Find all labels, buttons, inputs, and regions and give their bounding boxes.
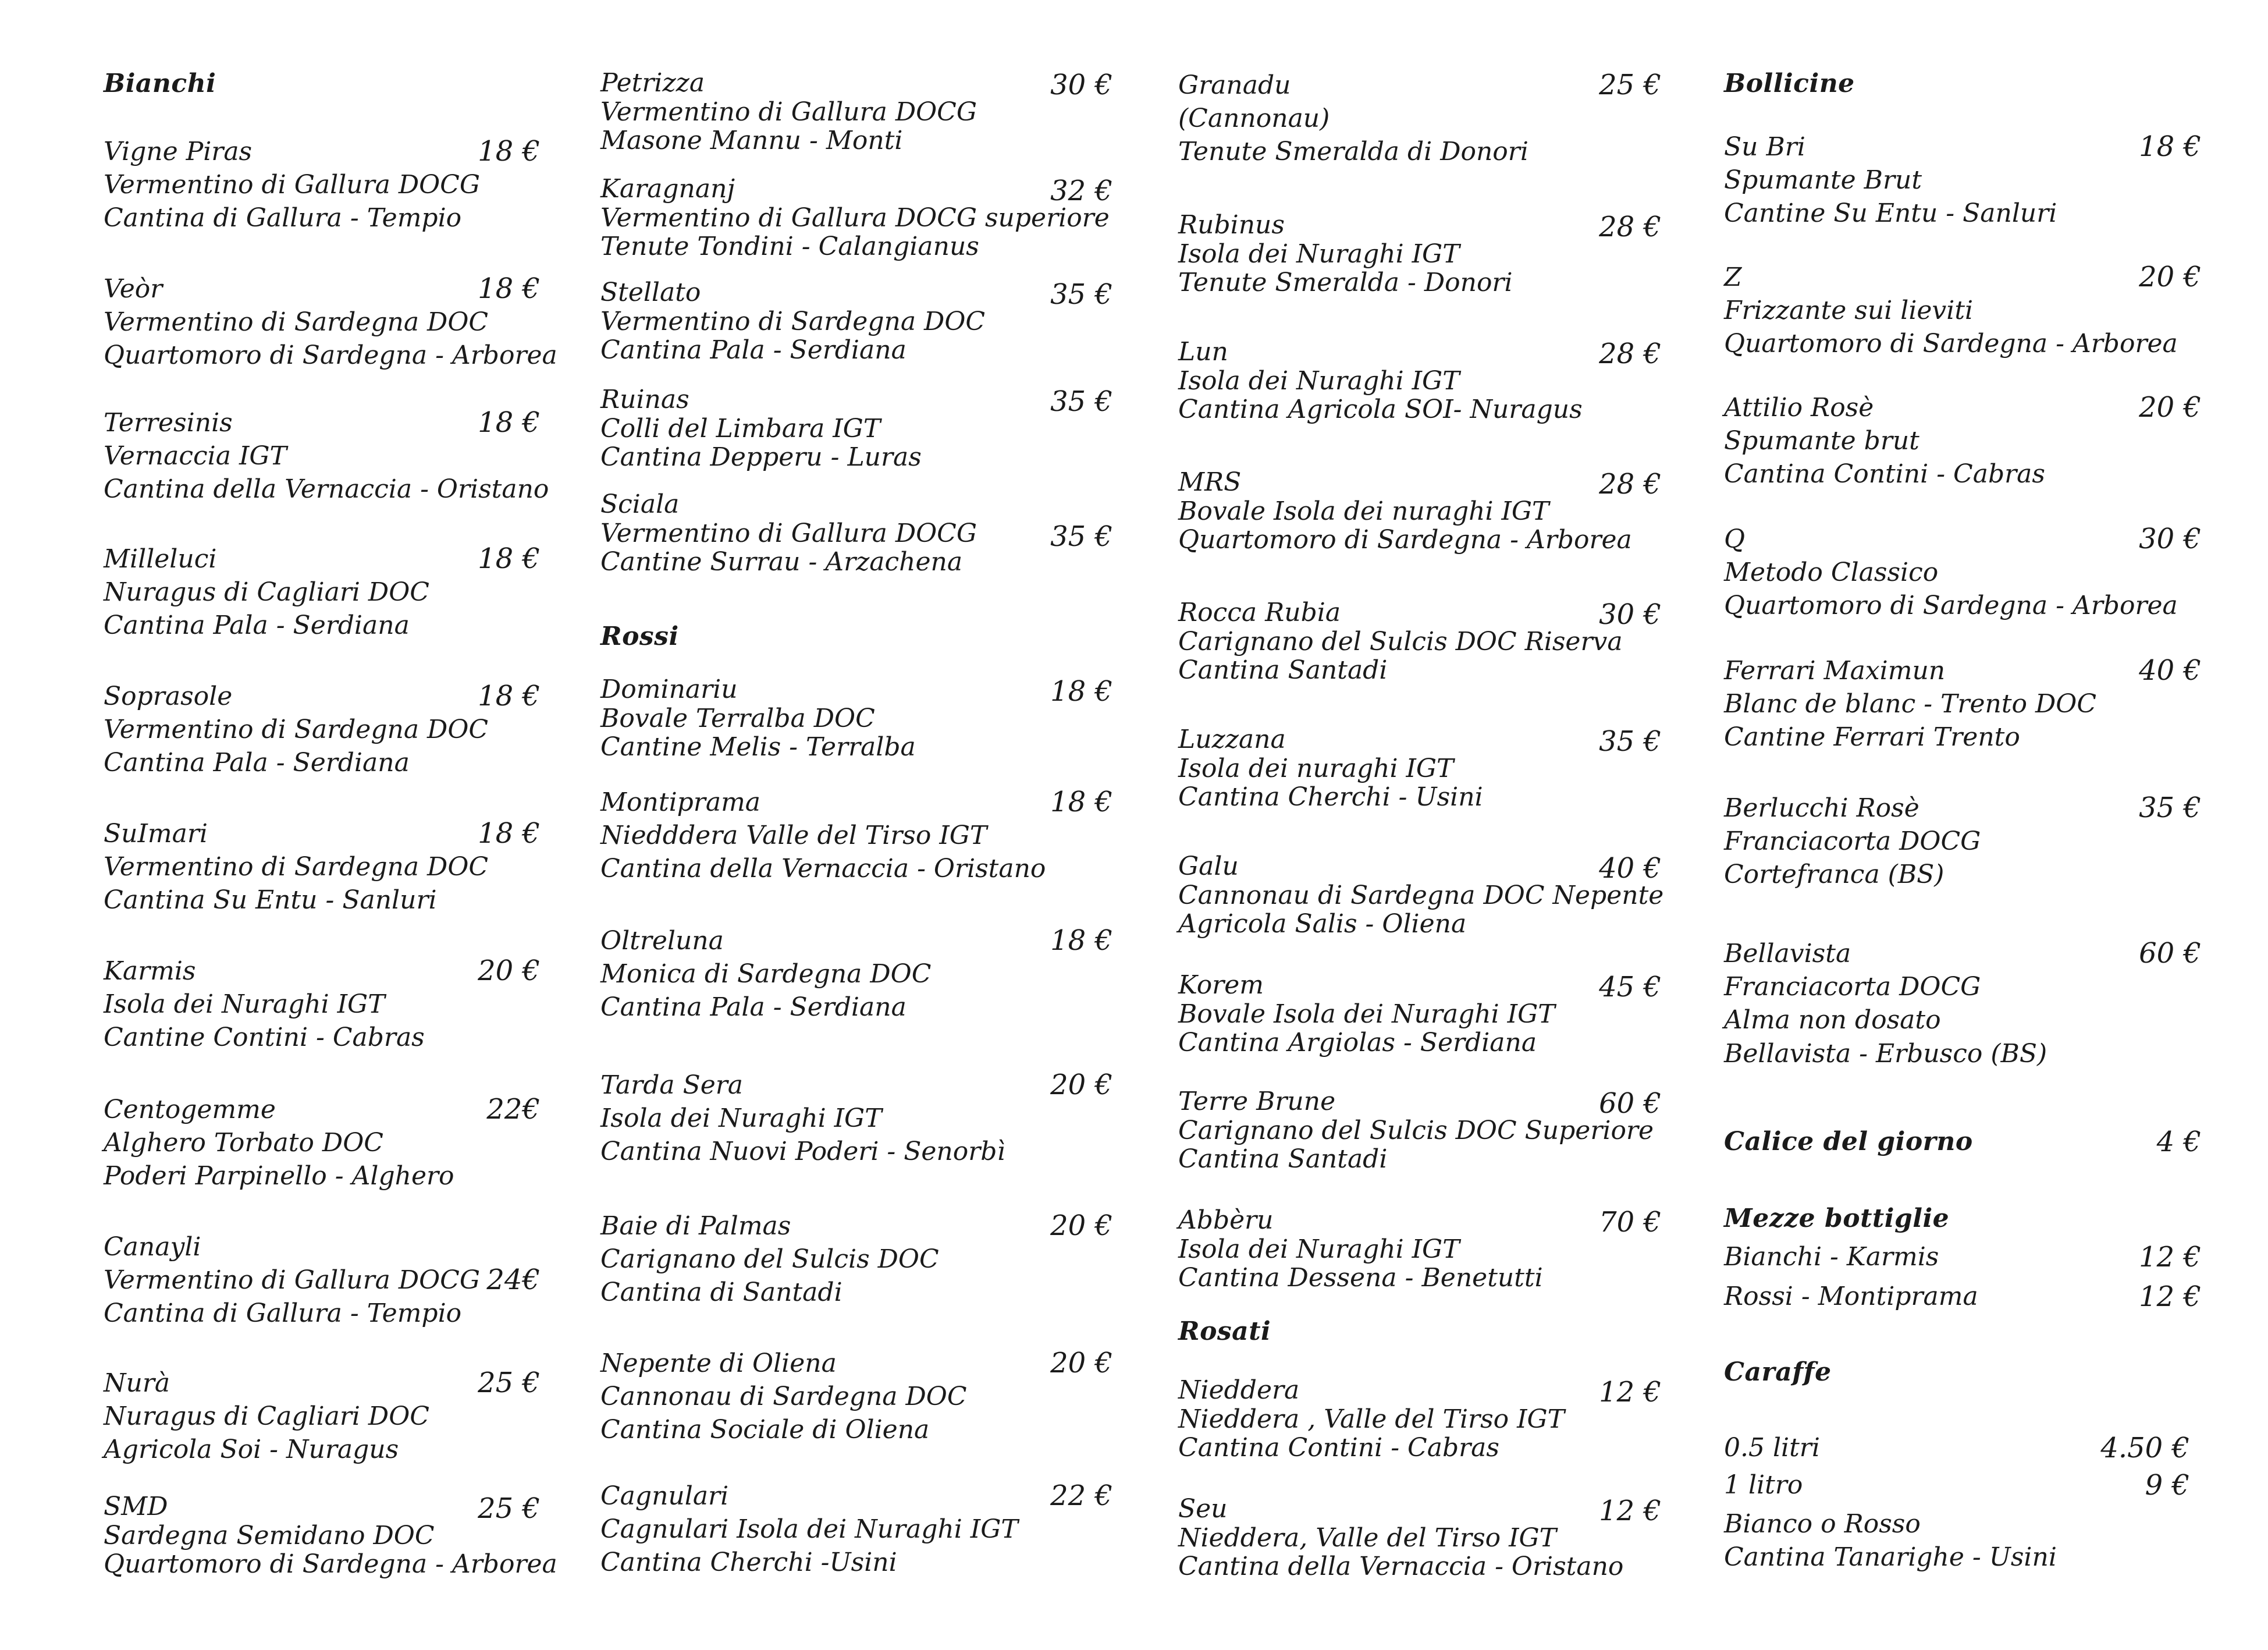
wine-detail: Bovale Isola dei nuraghi IGT — [1178, 496, 1549, 526]
wine-entry — [600, 675, 1112, 762]
wine-entry — [1178, 1376, 1661, 1463]
wine-detail: Franciacorta DOCG — [1724, 972, 1981, 1002]
wine-name: Soprasole — [104, 682, 233, 711]
wine-entry — [1724, 937, 2201, 1070]
wine-detail: Vermentino di Sardegna DOC — [600, 306, 986, 336]
mezze-label: Rossi - Montiprama — [1724, 1282, 1978, 1311]
wine-name: Lun — [1178, 337, 1228, 367]
wine-entry — [1178, 468, 1661, 555]
wine-detail: Vernaccia IGT — [104, 441, 287, 471]
caraffe-row — [1724, 1431, 2189, 1466]
wine-producer: Cantina Santadi — [1178, 655, 1388, 686]
section-heading-mezze-bottiglie: Mezze bottiglie — [1724, 1204, 1950, 1233]
wine-detail: Bovale Isola dei Nuraghi IGT — [1178, 999, 1555, 1029]
wine-producer: Cantina Cherchi -Usini — [600, 1548, 897, 1578]
wine-price: 35 € — [1050, 520, 1112, 553]
wine-detail: (Cannonau) — [1178, 104, 1330, 134]
wine-price: 25 € — [478, 1492, 540, 1525]
wine-name: Vigne Piras — [104, 137, 253, 166]
wine-detail: Isola dei nuraghi IGT — [1178, 753, 1454, 783]
wine-entry — [1178, 725, 1661, 812]
wine-producer: Cantine Melis - Terralba — [600, 732, 916, 762]
wine-entry — [104, 272, 557, 372]
wine-name: Veòr — [104, 274, 163, 304]
wine-entry — [104, 406, 549, 506]
wine-name: Oltreluna — [600, 926, 724, 956]
wine-price: 18 € — [478, 542, 540, 575]
wine-price: 28 € — [1599, 468, 1661, 501]
section-heading-caraffe: Caraffe — [1724, 1357, 1832, 1387]
wine-price: 20 € — [1050, 1069, 1112, 1101]
wine-entry — [600, 490, 1112, 577]
wine-price: 35 € — [1599, 725, 1661, 758]
mezze-label: Bianchi - Karmis — [1724, 1242, 1939, 1272]
caraffe-detail: Bianco o Rosso — [1724, 1509, 1921, 1539]
wine-detail: Nuragus di Cagliari DOC — [104, 577, 429, 608]
section-heading-rossi: Rossi — [600, 622, 679, 651]
wine-name: SMD — [104, 1492, 168, 1521]
wine-detail: Isola dei Nuraghi IGT — [1178, 239, 1460, 269]
wine-name: Attilio Rosè — [1724, 393, 1874, 423]
wine-entry — [104, 1492, 557, 1580]
wine-producer: Cantina Cherchi - Usini — [1178, 782, 1483, 812]
wine-producer: Cantina Pala - Serdiana — [104, 611, 410, 641]
wine-name: Z — [1724, 262, 1742, 292]
wine-entry — [600, 385, 1112, 472]
wine-price: 18 € — [1050, 786, 1112, 818]
wine-entry — [600, 175, 1112, 261]
wine-producer: Cantina della Vernaccia - Oristano — [600, 854, 1046, 884]
wine-producer: Quartomoro di Sardegna - Arborea — [1724, 329, 2178, 359]
wine-producer: Cantina Su Entu - Sanluri — [104, 885, 437, 916]
wine-detail: Vermentino di Sardegna DOC — [104, 307, 489, 338]
wine-name: Seu — [1178, 1494, 1228, 1524]
wine-name: Canayli — [104, 1232, 201, 1262]
wine-price: 18 € — [1050, 924, 1112, 957]
wine-price: 18 € — [2139, 130, 2201, 163]
wine-producer: Cantina Sociale di Oliena — [600, 1415, 930, 1445]
wine-price: 20 € — [2139, 391, 2201, 424]
wine-detail: Vermentino di Sardegna DOC — [104, 715, 489, 745]
caraffe-details — [1724, 1507, 2201, 1574]
wine-entry — [104, 680, 540, 780]
wine-name: Korem — [1178, 970, 1264, 1000]
wine-entry — [1178, 851, 1664, 939]
wine-producer: Cantina della Vernaccia - Oristano — [104, 474, 549, 505]
wine-price: 30 € — [2139, 523, 2201, 555]
wine-producer: Cantina di Santadi — [600, 1278, 842, 1308]
wine-name: Karmis — [104, 956, 196, 986]
wine-entry — [1724, 792, 2201, 892]
wine-entry — [600, 1209, 1112, 1310]
wine-producer: Quartomoro di Sardegna - Arborea — [1724, 591, 2178, 621]
wine-entry — [1178, 971, 1661, 1058]
wine-detail: Isola dei Nuraghi IGT — [1178, 1234, 1460, 1264]
wine-detail: Colli del Limbara IGT — [600, 413, 881, 443]
wine-price: 40 € — [1599, 852, 1661, 885]
wine-producer: Poderi Parpinello - Alghero — [104, 1161, 454, 1191]
wine-name: Cagnulari — [600, 1481, 729, 1511]
wine-producer: Cantina Pala - Serdiana — [104, 748, 410, 778]
wine-price: 25 € — [1599, 69, 1661, 101]
wine-price: 40 € — [2139, 654, 2201, 687]
wine-name: Terre Brune — [1178, 1087, 1336, 1116]
wine-producer: Quartomoro di Sardegna - Arborea — [104, 1549, 557, 1580]
wine-detail: Nieddera, Valle del Tirso IGT — [1178, 1523, 1557, 1553]
mezze-row — [1724, 1279, 2201, 1314]
wine-name: Luzzana — [1178, 725, 1286, 754]
wine-producer: Cantina di Gallura - Tempio — [104, 1298, 462, 1329]
caraffe-label: 0.5 litri — [1724, 1433, 1820, 1463]
wine-producer: Cantina della Vernaccia - Oristano — [1178, 1552, 1624, 1582]
wine-detail: Metodo Classico — [1724, 558, 1939, 588]
wine-price: 20 € — [1050, 1347, 1112, 1379]
wine-price: 45 € — [1599, 971, 1661, 1003]
wine-producer: Quartomoro di Sardegna - Arborea — [104, 340, 557, 371]
wine-price: 35 € — [2139, 792, 2201, 824]
wine-detail: Bovale Terralba DOC — [600, 703, 875, 733]
wine-price: 35 € — [1050, 278, 1112, 311]
wine-name: Rocca Rubia — [1178, 598, 1341, 627]
wine-producer: Cantina Pala - Serdiana — [600, 335, 907, 366]
mezze-price: 12 € — [2139, 1241, 2201, 1273]
wine-price: 18 € — [478, 135, 540, 168]
wine-detail: Isola dei Nuraghi IGT — [1178, 366, 1460, 396]
wine-price: 12 € — [1599, 1376, 1661, 1408]
wine-price: 22€ — [486, 1093, 540, 1126]
caraffe-price: 9 € — [2145, 1469, 2189, 1502]
wine-entry — [600, 1479, 1112, 1580]
wine-producer: Cantine Surrau - Arzachena — [600, 547, 963, 577]
wine-detail: Cagnulari Isola dei Nuraghi IGT — [600, 1514, 1018, 1545]
wine-entry — [104, 817, 540, 917]
wine-price: 28 € — [1599, 338, 1661, 370]
wine-producer: Cantine Ferrari Trento — [1724, 722, 2020, 753]
wine-producer: Cantina Nuovi Poderi - Senorbì — [600, 1137, 1005, 1167]
wine-entry — [1178, 338, 1661, 424]
wine-price: 18 € — [478, 406, 540, 439]
mezze-price: 12 € — [2139, 1280, 2201, 1313]
wine-price: 32 € — [1050, 175, 1112, 207]
wine-producer: Cantina Argiolas - Serdiana — [1178, 1028, 1537, 1058]
wine-entry — [1178, 598, 1661, 685]
wine-name: Sciala — [600, 489, 680, 519]
caraffe-price: 4.50 € — [2100, 1432, 2189, 1464]
wine-entry — [600, 786, 1112, 886]
wine-entry — [1724, 523, 2201, 623]
wine-entry — [104, 135, 540, 235]
wine-detail: Cannonau di Sardegna DOC Nepente — [1178, 880, 1664, 910]
wine-detail: Frizzante sui lieviti — [1724, 296, 1974, 326]
wine-producer: Quartomoro di Sardegna - Arborea — [1178, 525, 1632, 555]
wine-name: Dominariu — [600, 675, 738, 704]
wine-detail: Vermentino di Gallura DOCG — [104, 170, 480, 200]
wine-name: Petrizza — [600, 68, 705, 98]
wine-detail: Sardegna Semidano DOC — [104, 1520, 435, 1550]
wine-producer: Masone Mannu - Monti — [600, 126, 903, 156]
wine-detail: Vermentino di Gallura DOCG — [600, 518, 977, 548]
wine-name: Centogemme — [104, 1095, 276, 1124]
wine-entry — [1178, 211, 1661, 297]
wine-detail: Blanc de blanc - Trento DOC — [1724, 689, 2097, 719]
wine-entry — [600, 1069, 1112, 1169]
wine-entry — [600, 1347, 1112, 1447]
wine-detail: Alghero Torbato DOC — [104, 1128, 383, 1158]
calice-label: Calice del giorno — [1724, 1127, 1973, 1156]
wine-price: 18 € — [478, 817, 540, 850]
wine-name: SuImari — [104, 819, 208, 849]
wine-detail: Franciacorta DOCG — [1724, 826, 1981, 857]
wine-price: 18 € — [1050, 675, 1112, 708]
wine-producer: Tenute Smeralda di Donori — [1178, 137, 1528, 167]
wine-detail: Vermentino di Gallura DOCG superiore — [600, 203, 1110, 233]
section-heading-bollicine: Bollicine — [1724, 69, 1855, 98]
wine-price: 18 € — [478, 680, 540, 712]
section-heading-bianchi: Bianchi — [104, 69, 216, 98]
wine-name: Nieddera — [1178, 1375, 1300, 1405]
wine-price: 35 € — [1050, 385, 1112, 418]
wine-entry — [104, 1230, 540, 1330]
wine-producer: Cantine Su Entu - Sanluri — [1724, 198, 2057, 229]
wine-entry — [104, 1367, 540, 1467]
wine-entry — [600, 278, 1112, 365]
wine-entry — [1724, 130, 2201, 230]
wine-entry — [104, 954, 540, 1055]
wine-detail: Niedddera Valle del Tirso IGT — [600, 821, 987, 851]
wine-producer: Cantine Contini - Cabras — [104, 1023, 425, 1053]
wine-name: Su Bri — [1724, 132, 1805, 162]
wine-name: Granadu — [1178, 70, 1291, 100]
wine-producer: Agricola Salis - Oliena — [1178, 909, 1467, 939]
wine-price: 20 € — [1050, 1209, 1112, 1242]
wine-name: Stellato — [600, 278, 701, 307]
wine-producer: Cantina Contini - Cabras — [1178, 1433, 1499, 1463]
wine-name: Karagnanj — [600, 174, 735, 204]
section-heading-rosati: Rosati — [1178, 1317, 1271, 1346]
wine-name: Berlucchi Rosè — [1724, 793, 1919, 823]
wine-entry — [600, 69, 1112, 155]
caraffe-label: 1 litro — [1724, 1470, 1803, 1500]
wine-detail: Carignano del Sulcis DOC — [600, 1244, 939, 1275]
wine-detail: Vermentino di Sardegna DOC — [104, 852, 489, 882]
wine-entry — [1178, 1087, 1661, 1174]
wine-detail: Isola dei Nuraghi IGT — [104, 989, 385, 1020]
wine-detail: Spumante Brut — [1724, 165, 1922, 196]
wine-name: Milleluci — [104, 544, 217, 574]
wine-price: 30 € — [1599, 598, 1661, 631]
wine-producer: Cortefranca (BS) — [1724, 860, 1944, 890]
wine-entry — [1178, 1206, 1661, 1293]
wine-price: 22 € — [1050, 1479, 1112, 1512]
wine-detail: Carignano del Sulcis DOC Superiore — [1178, 1115, 1654, 1145]
wine-price: 30 € — [1050, 69, 1112, 101]
wine-name: Ruinas — [600, 385, 689, 414]
wine-entry — [1724, 391, 2201, 491]
wine-price: 20 € — [478, 954, 540, 987]
wine-price: 28 € — [1599, 211, 1661, 243]
wine-detail: Monica di Sardegna DOC — [600, 959, 932, 989]
wine-detail: Alma non dosato — [1724, 1005, 1941, 1035]
wine-detail: Spumante brut — [1724, 426, 1919, 456]
wine-detail: Vermentino di Gallura DOCG — [600, 97, 977, 127]
wine-producer: Cantina Santadi — [1178, 1144, 1388, 1174]
wine-producer: Cantina Agricola SOI- Nuragus — [1178, 395, 1583, 425]
wine-price: 25 € — [478, 1367, 540, 1399]
wine-producer: Tenute Tondini - Calangianus — [600, 232, 979, 262]
wine-price: 12 € — [1599, 1495, 1661, 1527]
wine-price: 20 € — [2139, 261, 2201, 293]
wine-name: Rubinus — [1178, 210, 1285, 240]
wine-producer: Agricola Soi - Nuragus — [104, 1435, 399, 1465]
wine-price: 60 € — [1599, 1087, 1661, 1120]
wine-name: Galu — [1178, 851, 1239, 881]
wine-detail: Carignano del Sulcis DOC Riserva — [1178, 626, 1623, 657]
wine-entry — [104, 542, 540, 643]
wine-detail: Isola dei Nuraghi IGT — [600, 1103, 882, 1134]
wine-price: 70 € — [1599, 1206, 1661, 1239]
wine-name: Nurà — [104, 1368, 170, 1398]
wine-entry — [1724, 261, 2201, 361]
wine-producer: Cantina di Gallura - Tempio — [104, 203, 462, 233]
wine-price: 60 € — [2139, 937, 2201, 970]
wine-name: Bellavista — [1724, 939, 1851, 968]
wine-name: Tarda Sera — [600, 1070, 744, 1100]
wine-name: Ferrari Maximun — [1724, 656, 1946, 686]
caraffe-row — [1724, 1468, 2189, 1503]
wine-producer: Tenute Smeralda - Donori — [1178, 268, 1513, 298]
calice-price: 4 € — [2156, 1126, 2201, 1158]
wine-name: Q — [1724, 524, 1746, 554]
wine-name: Baie di Palmas — [600, 1211, 791, 1241]
wine-detail: Nuragus di Cagliari DOC — [104, 1401, 429, 1432]
wine-name: MRS — [1178, 467, 1242, 497]
wine-entry — [104, 1093, 540, 1193]
wine-producer: Cantina Depperu - Luras — [600, 442, 922, 473]
wine-detail: Cannonau di Sardegna DOC — [600, 1382, 967, 1412]
wine-producer: Cantina Pala - Serdiana — [600, 992, 907, 1023]
wine-name: Terresinis — [104, 408, 233, 438]
wine-producer: Cantina Dessena - Benetutti — [1178, 1263, 1543, 1293]
wine-name: Abbèru — [1178, 1205, 1274, 1235]
wine-entry — [1724, 654, 2201, 754]
wine-name: Montiprama — [600, 787, 761, 817]
mezze-row — [1724, 1240, 2201, 1275]
wine-entry — [1178, 69, 1661, 169]
wine-producer: Bellavista - Erbusco (BS) — [1724, 1038, 2047, 1069]
wine-producer: Cantina Contini - Cabras — [1724, 459, 2045, 489]
caraffe-producer: Cantina Tanarighe - Usini — [1724, 1542, 2057, 1573]
wine-name: Nepente di Oliena — [600, 1349, 837, 1378]
calice-del-giorno-row — [1724, 1124, 2201, 1159]
wine-detail: Vermentino di Gallura DOCG — [104, 1265, 480, 1296]
wine-entry — [1178, 1495, 1661, 1581]
wine-price: 18 € — [478, 272, 540, 305]
wine-entry — [600, 924, 1112, 1024]
wine-price: 24€ — [486, 1264, 540, 1296]
wine-detail: Nieddera , Valle del Tirso IGT — [1178, 1404, 1565, 1434]
